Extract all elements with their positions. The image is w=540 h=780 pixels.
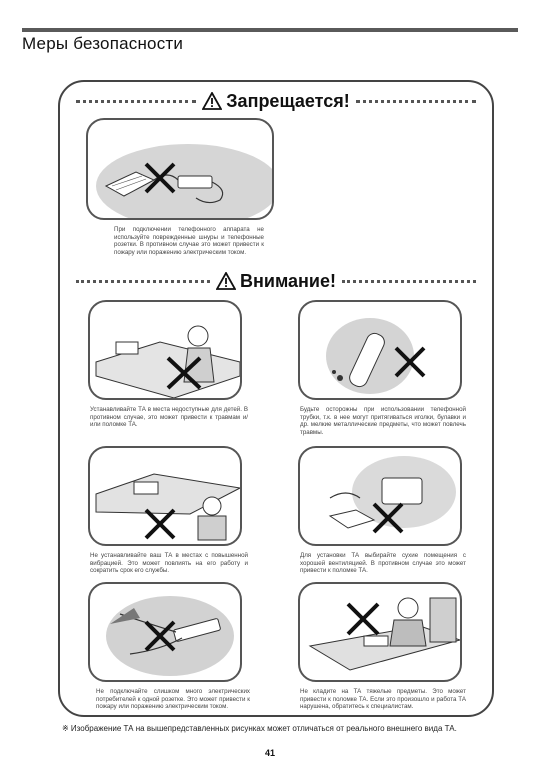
heavy-objects-illustration: [300, 584, 462, 682]
ventilation-illustration: [300, 448, 462, 546]
forbidden-title: Запрещается!: [226, 90, 350, 111]
dotted-rule: [342, 280, 476, 283]
forbidden-card: [86, 118, 274, 220]
page-title: Меры безопасности: [22, 34, 184, 53]
footnote: ※ Изображение ТА на вышепредставленных рисунках может отличаться от реального внешнего вида ТА.: [62, 724, 457, 733]
header-rule: [22, 28, 518, 32]
caution-card-overload: [88, 582, 242, 682]
handset-magnet-illustration: [300, 302, 462, 400]
dotted-rule: [76, 100, 196, 103]
dotted-rule: [76, 280, 210, 283]
caution-card-ventilation: [298, 446, 462, 546]
caution-card-children: [88, 300, 242, 400]
caution-text-3: Не устанавливайте ваш ТА в местах с повышенной вибрацией. Это может повлиять на его работу и сократить срок его службы.: [90, 552, 248, 575]
dotted-rule: [356, 100, 476, 103]
caution-text-4: Для установки ТА выбирайте сухие помещения с хорошей вентиляцией. В противном случае это может привести к поломке ТА.: [300, 552, 466, 575]
caution-title: Внимание!: [240, 270, 336, 291]
overloaded-socket-illustration: [90, 584, 242, 682]
caution-text-6: Не кладите на ТА тяжелые предметы. Это может привести к поломке ТА. Если это произошло и работа ТА нарушена, обратитесь к специалистам.: [300, 688, 466, 711]
warning-triangle-icon: [216, 272, 236, 290]
warning-triangle-icon: [202, 92, 222, 110]
caution-card-heavy-objects: [298, 582, 462, 682]
caution-banner: [70, 268, 482, 294]
forbidden-banner: [70, 88, 482, 114]
caution-text-2: Будьте осторожны при использовании телефонной трубки, т.к. в нее могут притягиваться иголки, булавки и др. мелкие металлические предметы, что может повлечь травмы.: [300, 406, 466, 436]
caution-text-5: Не подключайте слишком много электрических потребителей к одной розетке. Это может привести к пожару или поражению электрическим током.: [96, 688, 250, 711]
forbidden-text: При подключении телефонного аппарата не используйте поврежденные шнуры и телефонные розетки. В противном случае это может привести к пожару или поражению электрическим током.: [114, 226, 264, 256]
damaged-cord-illustration: [88, 120, 274, 220]
caution-text-1: Устанавливайте ТА в места недоступные для детей. В противном случае, это может привести к травмам и/или поломке ТА.: [90, 406, 248, 429]
caution-card-handset: [298, 300, 462, 400]
child-reaching-phone-illustration: [90, 302, 242, 400]
caution-card-vibration: [88, 446, 242, 546]
vibration-illustration: [90, 448, 242, 546]
forbidden-heading: [202, 91, 349, 112]
page-number: 41: [264, 748, 275, 758]
caution-heading: [216, 271, 336, 292]
